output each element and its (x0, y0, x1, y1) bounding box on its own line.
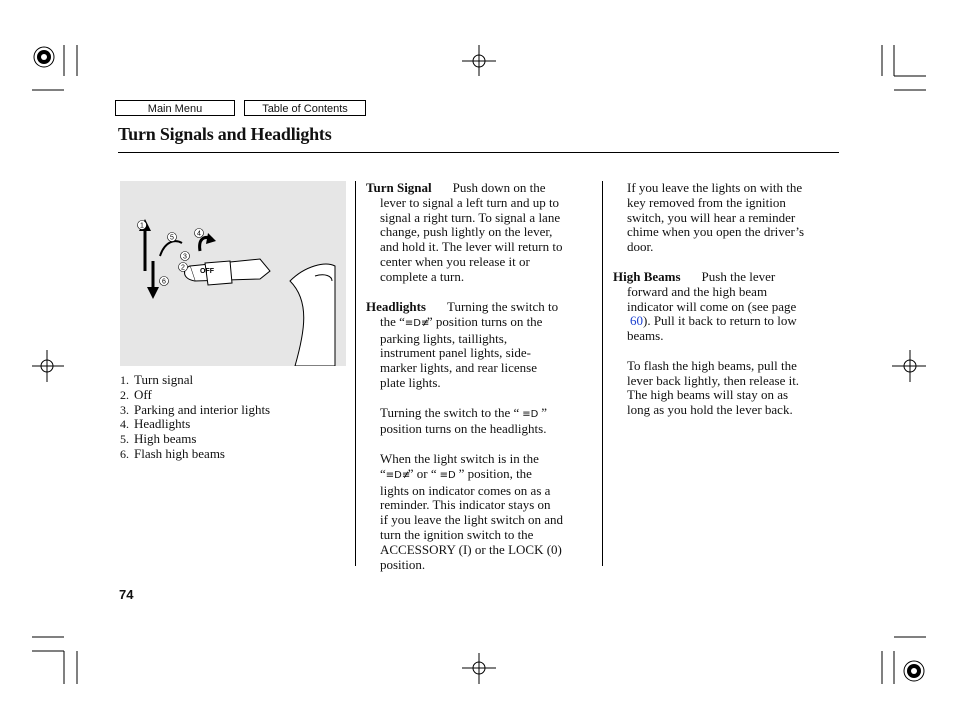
callout-5: 5 (170, 234, 174, 242)
callout-2: 2 (181, 264, 185, 272)
callout-6: 6 (162, 278, 166, 286)
page-title: Turn Signals and Headlights (118, 124, 332, 144)
registration-mark-icon (34, 47, 54, 67)
parking-light-icon: ≡D≢ (385, 469, 411, 481)
callout-1: 1 (140, 222, 144, 230)
column-divider (355, 181, 356, 566)
list-item: 3. Parking and interior lights (120, 401, 271, 417)
high-beams-heading: High Beams (613, 269, 681, 284)
turn-signal-heading: Turn Signal (366, 180, 432, 195)
list-item: 2. Off (120, 386, 152, 402)
list-item: 1. Turn signal (120, 372, 194, 387)
callout-4: 4 (197, 230, 201, 238)
parking-light-icon: ≡D≢ (404, 317, 430, 329)
callout-3: 3 (183, 253, 187, 261)
table-of-contents-button[interactable]: Table of Contents (244, 100, 366, 116)
high-beams-section: High Beams Push the lever forward and the high beam indicator will come on (see page 60). Pull it back to return to low beams. To flash the high beams, pull the lever back lightly, then release it. The high beams will stay on as long as you hold the lever back. (613, 269, 800, 418)
lever-illustration (120, 181, 346, 366)
list-item: 5. High beams (120, 431, 197, 447)
list-item: 4. Headlights (120, 416, 191, 432)
turn-signal-section: Turn Signal Push down on the lever to signal a left turn and up to signal a right turn. To signal a lane change, push lightly on the lever, and hold it. The lever will return to center when you release it or complete a turn. (366, 180, 563, 284)
headlight-icon: ≡D (522, 408, 539, 420)
reminder-section: If you leave the lights on with the key removed from the ignition switch, you will hear a reminder chime when you open the driver’s door. (627, 180, 805, 255)
off-marking: OFF (200, 268, 214, 275)
registration-mark-icon (904, 661, 924, 681)
main-menu-button[interactable]: Main Menu (115, 100, 235, 116)
headlights-section: Headlights Turning the switch to the “≡D≢” position turns on the parking lights, taillights, instrument panel lights, side- marker lights, and rear license plate lights. Turning the switch to the “ ≡D ” position turns on the headlights. When the light switch is in the “≡D≢” or “ ≡D ” position, the lights on indicator comes on as a reminder. This indicator stays on if you leave the light switch on and turn the ignition switch to the ACCESSORY (I) or the LOCK (0) position. (366, 299, 564, 572)
headlight-icon: ≡D (439, 469, 456, 481)
column-divider (602, 181, 603, 566)
page-reference-link[interactable]: 60 (630, 313, 643, 329)
page-number: 74 (119, 587, 134, 602)
headlights-heading: Headlights (366, 299, 426, 314)
title-rule (118, 152, 839, 153)
list-item: 6. Flash high beams (120, 445, 225, 461)
figure-legend (120, 373, 270, 462)
